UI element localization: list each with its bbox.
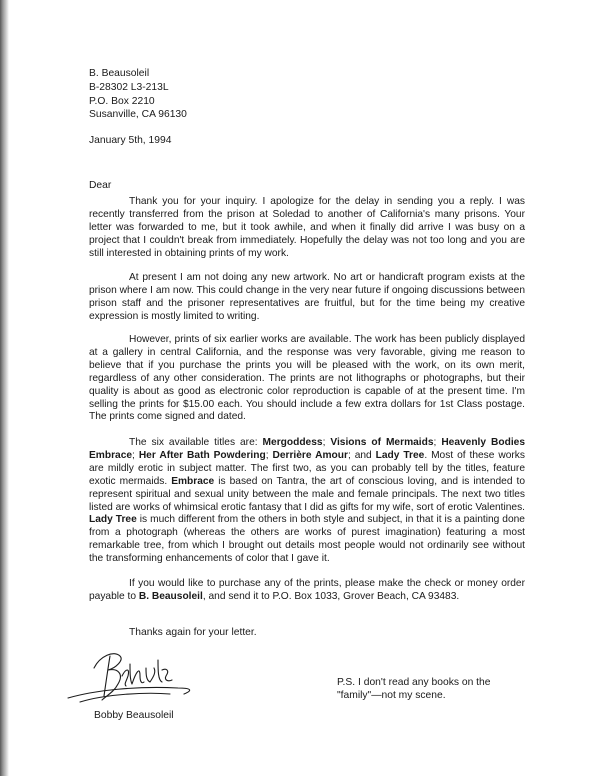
salutation: Dear: [89, 180, 112, 191]
titles-text: ;: [265, 449, 273, 461]
paragraph-available-titles: [89, 437, 525, 566]
letter-date: January 5th, 1994: [89, 135, 172, 146]
title-her-after-bath-powdering: Her After Bath Powdering: [138, 449, 266, 461]
postscript-line-1: P.S. I don't read any books on the: [337, 677, 491, 688]
postscript-line-2: "family"—not my scene.: [337, 689, 446, 701]
sender-address-block: [89, 67, 187, 122]
titles-text: is much different from the others in both style and subject, in that it is a painting done from a photograph (whereas the others are works of purest imagination) featuring a most remarkable tree, from which I brought out details most people would not ordinarily see without the transforming enhancements of color that I gave it.: [89, 514, 525, 565]
handwritten-signature: [66, 642, 216, 714]
printed-signature-name: Bobby Beausoleil: [94, 710, 174, 721]
titles-text: ; and: [347, 449, 376, 461]
payee-name: B. Beausoleil: [138, 590, 203, 602]
paragraph-purchase-instructions: [89, 578, 525, 604]
titles-text: ;: [433, 437, 442, 448]
postscript: [337, 677, 537, 703]
paragraph-prints-available: However, prints of six earlier works are available. The work has been publicly displayed at a gallery in central California, and the response was very favorable, giving me reason to believe that if you purchase the prints you will be pleased with the work, on its own merit, regardless of any other consideration. The prints are not lithographs or photographs, but their quality is about as good as electronic color reproduction is capable of at the present time. I'm selling the prints for $15.00 each. You should include a few extra dollars for 1st Class postage. The prints come signed and dated.: [89, 334, 525, 423]
titles-text: ;: [322, 437, 331, 448]
titles-text: is based on Tantra, the art of conscious loving, and is intended to represent spiritual and sexual unity between the male and female principals. The next two titles listed are works of whimsical erotic fantasy that I did as gifts for my wife, sort of erotic Valentines.: [89, 475, 525, 513]
paragraph-no-new-artwork: At present I am not doing any new artwork. No art or handicraft program exists at the prison where I am now. This could change in the very near future if ongoing discussions between prison staff and the prisoner representatives are fruitful, but for the time being my creative expression is mostly limited to writing.: [89, 272, 525, 322]
scan-page-edge: [0, 0, 9, 776]
sender-name: B. Beausoleil: [89, 68, 150, 79]
title-embrace-ref: Embrace: [171, 475, 215, 487]
paragraph-apology: Thank you for your inquiry. I apologize for the delay in sending you a reply. I was recently transferred from the prison at Soledad to another of California's many prisons. Your letter was forwarded to me, but it took awhile, and when it finally did arrive I was busy on a project that I couldn't break from immediately. Hopefully the delay was not too long and you are still interested in obtaining prints of my work.: [89, 196, 525, 259]
sender-id-line: B-28302 L3-213L: [89, 81, 169, 93]
purchase-text: If you would like to purchase any of the prints, please make the check or money order payable to: [89, 578, 525, 602]
closing-line: Thanks again for your letter.: [129, 627, 257, 638]
titles-text: The six available titles are:: [129, 437, 263, 448]
title-visions-of-mermaids: Visions of Mermaids: [330, 437, 434, 448]
sender-po-box: P.O. Box 2210: [89, 95, 155, 107]
purchase-text: , and send it to P.O. Box 1033, Grover Beach, CA 93483.: [202, 590, 460, 602]
title-derriere-amour: Derrière Amour: [272, 449, 348, 461]
sender-city-line: Susanville, CA 96130: [89, 109, 187, 121]
title-heavenly-bodies-embrace: Heavenly Bodies Embrace: [89, 437, 525, 461]
titles-text: ;: [132, 449, 139, 461]
title-lady-tree-ref: Lady Tree: [89, 514, 137, 526]
title-mergoddess: Mergoddess: [262, 437, 323, 448]
titles-text: . Most of these works are mildly erotic in subject matter. The first two, as you can probably tell by the titles, feature exotic mermaids.: [89, 449, 525, 487]
title-lady-tree: Lady Tree: [375, 449, 425, 461]
